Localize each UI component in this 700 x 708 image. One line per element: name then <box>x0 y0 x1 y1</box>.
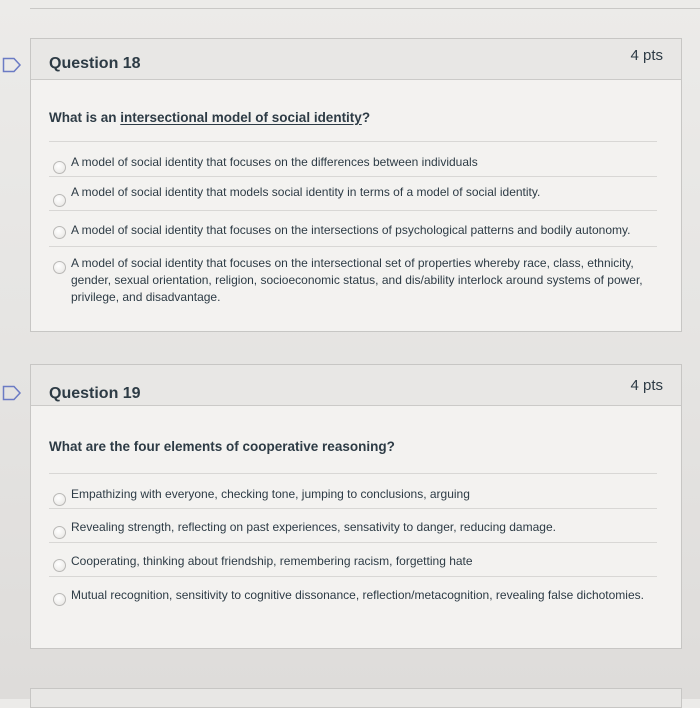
answer-label: Revealing strength, reflecting on past experiences, sensativity to danger, reducing damage. <box>71 520 556 534</box>
question-19-card <box>30 364 682 649</box>
question-title: Question 18 <box>49 55 141 72</box>
bookmark-flag-icon[interactable] <box>2 385 22 401</box>
answer-label: Empathizing with everyone, checking tone, jumping to conclusions, arguing <box>71 487 470 501</box>
question-18-header <box>31 39 681 80</box>
radio-button[interactable] <box>53 194 66 207</box>
question-18-card <box>30 38 682 332</box>
answer-option[interactable] <box>49 542 657 577</box>
question-points: 4 pts <box>630 47 663 64</box>
answer-label: A model of social identity that focuses on the intersections of psychological patterns and bodily autonomy. <box>71 223 631 237</box>
answer-option[interactable] <box>49 473 657 507</box>
answer-option[interactable] <box>49 576 657 637</box>
radio-button[interactable] <box>53 493 66 506</box>
question-prompt: What are the four elements of cooperative reasoning? <box>49 439 395 454</box>
prompt-text: What is an <box>49 110 121 125</box>
radio-button[interactable] <box>53 593 66 606</box>
bookmark-flag-icon[interactable] <box>2 57 22 73</box>
radio-button[interactable] <box>53 226 66 239</box>
answer-option[interactable] <box>49 508 657 543</box>
previous-question-border <box>30 0 700 9</box>
radio-button[interactable] <box>53 526 66 539</box>
prompt-end: ? <box>361 110 371 125</box>
answer-label: Mutual recognition, sensitivity to cognitive dissonance, reflection/metacognition, revealing false dichotomies. <box>71 588 644 602</box>
next-question-card <box>30 688 682 708</box>
answer-label: Cooperating, thinking about friendship, remembering racism, forgetting hate <box>71 554 473 568</box>
question-title: Question 19 <box>49 385 141 402</box>
answer-option[interactable] <box>49 210 657 247</box>
answer-option[interactable] <box>49 141 657 172</box>
answer-label: A model of social identity that models social identity in terms of a model of social identity. <box>71 185 541 199</box>
question-points: 4 pts <box>630 377 663 394</box>
prompt-underlined-term: intersectional model of social identity <box>120 110 362 125</box>
radio-button[interactable] <box>53 559 66 572</box>
answer-option[interactable] <box>49 176 657 211</box>
answer-label: A model of social identity that focuses on the intersectional set of properties whereby race, class, ethnicity, gender, sexual orientation, religion, socioeconomic status, and dis/ability interlock around systems of power, privilege, and disadvantage. <box>71 256 643 304</box>
question-prompt <box>49 110 370 125</box>
radio-button[interactable] <box>53 161 66 174</box>
answer-option[interactable] <box>49 246 657 317</box>
question-19-header <box>31 365 681 406</box>
radio-button[interactable] <box>53 261 66 274</box>
answer-label: A model of social identity that focuses on the differences between individuals <box>71 155 478 169</box>
